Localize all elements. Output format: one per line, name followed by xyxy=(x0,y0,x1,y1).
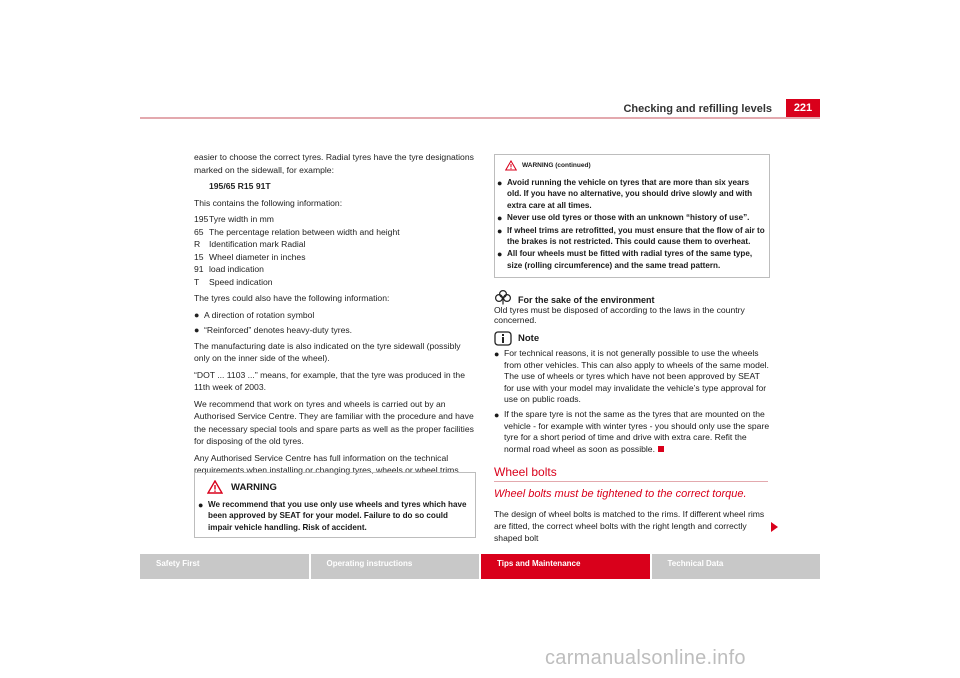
tab-tips-and-maintenance[interactable]: Tips and Maintenance xyxy=(481,554,650,579)
list-item: ● Avoid running the vehicle on tyres that are more than six years old. If you have no alternative, you should drive slowly and with extra care at all times. xyxy=(497,178,753,210)
bullet-icon: ● xyxy=(497,249,503,260)
spec-row: 91 load indication xyxy=(194,264,264,274)
bullet-icon: ● xyxy=(494,409,500,420)
page-number-badge: 221 xyxy=(786,99,820,118)
manufacture-paragraph: The manufacturing date is also indicated on the tyre sidewall (possibly only on the inner side of the wheel). xyxy=(194,340,461,363)
footer-tabs xyxy=(140,554,820,579)
section-text: The design of wheel bolts is matched to the rims. If different wheel rims are fitted, the correct wheel bolts with the right length and correctly shaped bolt xyxy=(494,509,765,543)
left-column xyxy=(194,151,474,481)
section-subtitle: Wheel bolts must be tightened to the correct torque. xyxy=(494,488,747,500)
list-item: ● If wheel trims are retrofitted, you must ensure that the flow of air to the brakes is not restricted. This could cause them to overheat. xyxy=(497,225,765,247)
tyre-designation-example: 195/65 R15 91T xyxy=(209,181,271,191)
contains-paragraph: This contains the following information: xyxy=(194,197,343,208)
section-title: Wheel bolts xyxy=(494,465,557,479)
bullet-icon: ● xyxy=(194,325,200,335)
also-paragraph: The tyres could also have the following information: xyxy=(194,293,390,303)
warning-triangle-icon xyxy=(207,480,223,494)
spec-row: 15 Wheel diameter in inches xyxy=(194,251,306,262)
bullet-icon: ● xyxy=(194,309,200,320)
intro-paragraph: easier to choose the correct tyres. Radial tyres have the tyre designations marked on the sidewall, for example: xyxy=(194,152,474,175)
bullet-icon: ● xyxy=(494,349,500,359)
tab-operating-instructions[interactable]: Operating instructions xyxy=(311,554,480,579)
end-of-section-icon xyxy=(658,446,664,452)
spec-row: R Identification mark Radial xyxy=(194,239,306,249)
note-info-icon xyxy=(494,331,512,346)
environment-title: For the sake of the environment xyxy=(518,295,655,305)
warning-box xyxy=(194,472,476,538)
environment-heading xyxy=(494,289,655,305)
list-item: ● All four wheels must be fitted with radial tyres of the same type, size (rolling circumference) and the same tread pattern. xyxy=(497,249,753,270)
service-paragraph: Any Authorised Service Centre has full information on the technical requirements when installing or changing tyres, wheels or wheel trims. xyxy=(194,452,462,475)
list-item: ● Never use old tyres or those with an unknown “history of use”. xyxy=(497,212,750,223)
bullet-icon: ● xyxy=(198,500,204,510)
warning-continued-box xyxy=(494,154,770,278)
note-title: Note xyxy=(518,333,540,344)
list-item: ● For technical reasons, it is not generally possible to use the wheels from other vehicles. This can also apply to wheels of the same model. The use of wheels or tyres which have not been approved by SEAT for use with your model may invalidate the vehicle’s type approval for use on public roads. xyxy=(494,348,769,405)
dot-paragraph: “DOT ... 1103 ...” means, for example, that the tyre was produced in the 11th week of 2003. xyxy=(194,369,465,392)
warning-triangle-icon xyxy=(505,160,517,171)
spec-row: 195 Tyre width in mm xyxy=(194,214,274,224)
continue-arrow-icon xyxy=(771,522,778,532)
tab-safety-first[interactable]: Safety First xyxy=(140,554,309,579)
bullet-icon: ● xyxy=(497,212,503,223)
note-body xyxy=(494,348,770,458)
header-rule xyxy=(140,117,820,119)
section-rule xyxy=(494,481,768,482)
spec-row: T Speed indication xyxy=(194,276,273,287)
page-header-title: Checking and refilling levels xyxy=(623,103,772,115)
warning-text: ● We recommend that you use only use wheels and tyres which have been approved by SEAT for your model. Failure to do so could impair vehicle handling. Risk of accident. xyxy=(198,500,467,532)
note-heading xyxy=(494,331,539,346)
environment-leaf-icon xyxy=(494,289,512,305)
environment-text: Old tyres must be disposed of according to the laws in the country concerned. xyxy=(494,305,745,325)
warning-continued-title: WARNING (continued) xyxy=(522,162,591,169)
recommend-paragraph: We recommend that work on tyres and wheels is carried out by an Authorised Service Centre. They are familiar with the procedure and have the necessary special tools and spare parts as well as the proper facilities for disposing of the old tyres. xyxy=(194,398,474,446)
spec-list xyxy=(194,213,474,288)
list-item: ● A direction of rotation symbol xyxy=(194,309,315,320)
bullet-icon: ● xyxy=(497,225,503,236)
tab-technical-data[interactable]: Technical Data xyxy=(652,554,821,579)
list-item: ● If the spare tyre is not the same as the tyres that are mounted on the vehicle - for example with winter tyres - you should only use the spare tyre for a short period of time and drive with extra care. Refit the normal road wheel as soon as possible. xyxy=(494,408,770,454)
warning-title: WARNING xyxy=(231,481,277,493)
watermark: carmanualsonline.info xyxy=(545,647,746,669)
bullet-icon: ● xyxy=(497,178,503,188)
list-item: ● “Reinforced” denotes heavy-duty tyres. xyxy=(194,325,353,335)
spec-row: 65 The percentage relation between width and height xyxy=(194,226,400,237)
